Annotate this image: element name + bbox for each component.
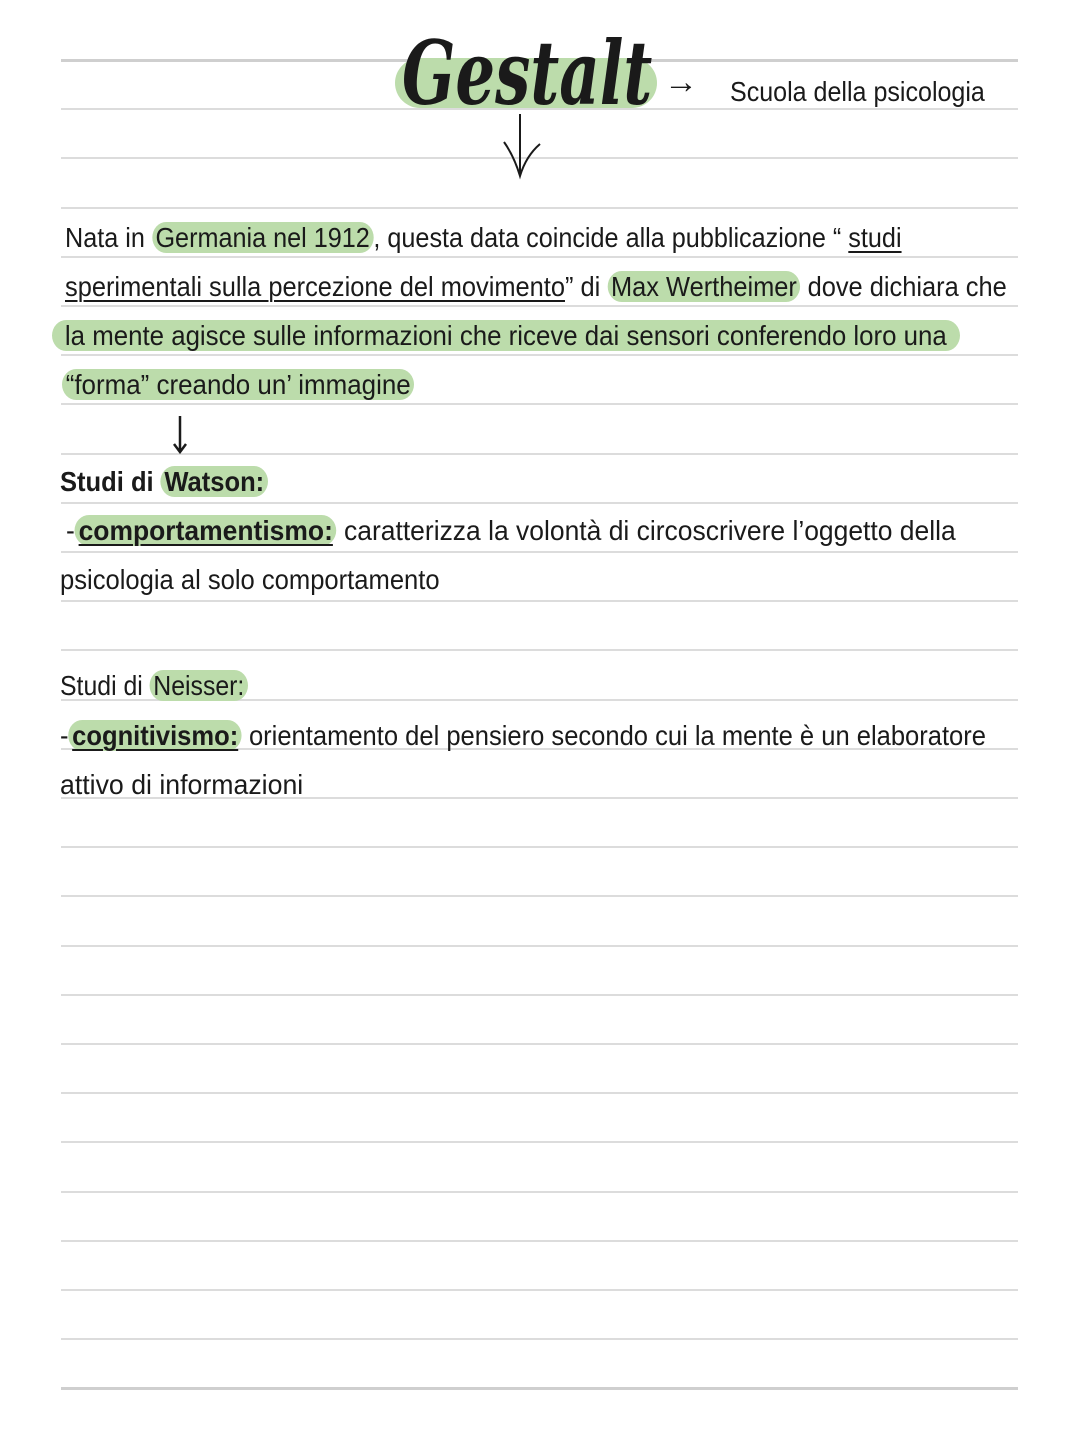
rule-line <box>61 1141 1018 1143</box>
intro-line-4 <box>62 365 414 405</box>
intro-line-1 <box>65 218 902 258</box>
rule-line <box>61 1240 1018 1242</box>
text: caratterizza la volontà di circoscrivere l’oggetto della <box>336 515 956 546</box>
term-comportamentismo: comportamentismo: <box>75 515 337 546</box>
highlight-mind: la mente agisce sulle informazioni che riceve dai sensori conferendo loro una <box>52 320 960 351</box>
rule-line <box>61 1338 1018 1340</box>
rule-line <box>61 1191 1018 1193</box>
page-title: Gestalt <box>402 21 653 125</box>
rule-line <box>61 600 1018 602</box>
highlight-neisser: Neisser: <box>150 670 248 701</box>
arrow-right-icon: → <box>664 63 698 101</box>
neisser-heading <box>60 666 248 706</box>
text: - <box>66 515 75 546</box>
rule-line <box>61 551 1018 553</box>
watson-definition-1 <box>66 511 956 551</box>
highlight-germania: Germania nel 1912 <box>152 222 374 253</box>
arrow-down-icon <box>500 112 544 182</box>
watson-definition-2: psicologia al solo comportamento <box>60 564 440 595</box>
text: Studi di <box>60 466 161 497</box>
text: dove dichiara che <box>800 271 1007 302</box>
text: - <box>60 720 69 751</box>
rule-line <box>61 895 1018 897</box>
arrow-down-icon <box>170 414 190 456</box>
rule-line <box>61 1092 1018 1094</box>
text: ” di <box>564 271 608 302</box>
rule-line <box>61 846 1018 848</box>
rule-line <box>61 1387 1018 1390</box>
rule-line <box>61 453 1018 455</box>
rule-line <box>61 502 1018 504</box>
watson-heading <box>60 462 268 502</box>
rule-line <box>61 1289 1018 1291</box>
text: , questa data coincide alla pubblicazione “ <box>373 222 849 253</box>
rule-line <box>61 945 1018 947</box>
highlight-wertheimer: Max Wertheimer <box>607 271 800 302</box>
neisser-definition-1 <box>60 716 986 756</box>
neisser-definition-2: attivo di informazioni <box>60 769 304 800</box>
underlined-text: studi <box>848 222 902 253</box>
intro-line-2 <box>65 267 1007 307</box>
term-cognitivismo: cognitivismo: <box>69 720 242 751</box>
intro-line-3 <box>52 316 960 356</box>
text: Studi di <box>60 670 150 701</box>
text: orientamento del pensiero secondo cui la mente è un elaboratore <box>241 720 986 751</box>
text: Nata in <box>65 222 152 253</box>
highlight-forma: “forma” creando un’ immagine <box>62 369 414 400</box>
rule-line <box>61 994 1018 996</box>
rule-line <box>61 207 1018 209</box>
rule-line <box>61 1043 1018 1045</box>
underlined-text: sperimentali sulla percezione del movimento <box>65 271 565 302</box>
highlight-watson: Watson: <box>161 466 268 497</box>
subtitle: Scuola della psicologia <box>730 76 985 107</box>
rule-line <box>61 649 1018 651</box>
